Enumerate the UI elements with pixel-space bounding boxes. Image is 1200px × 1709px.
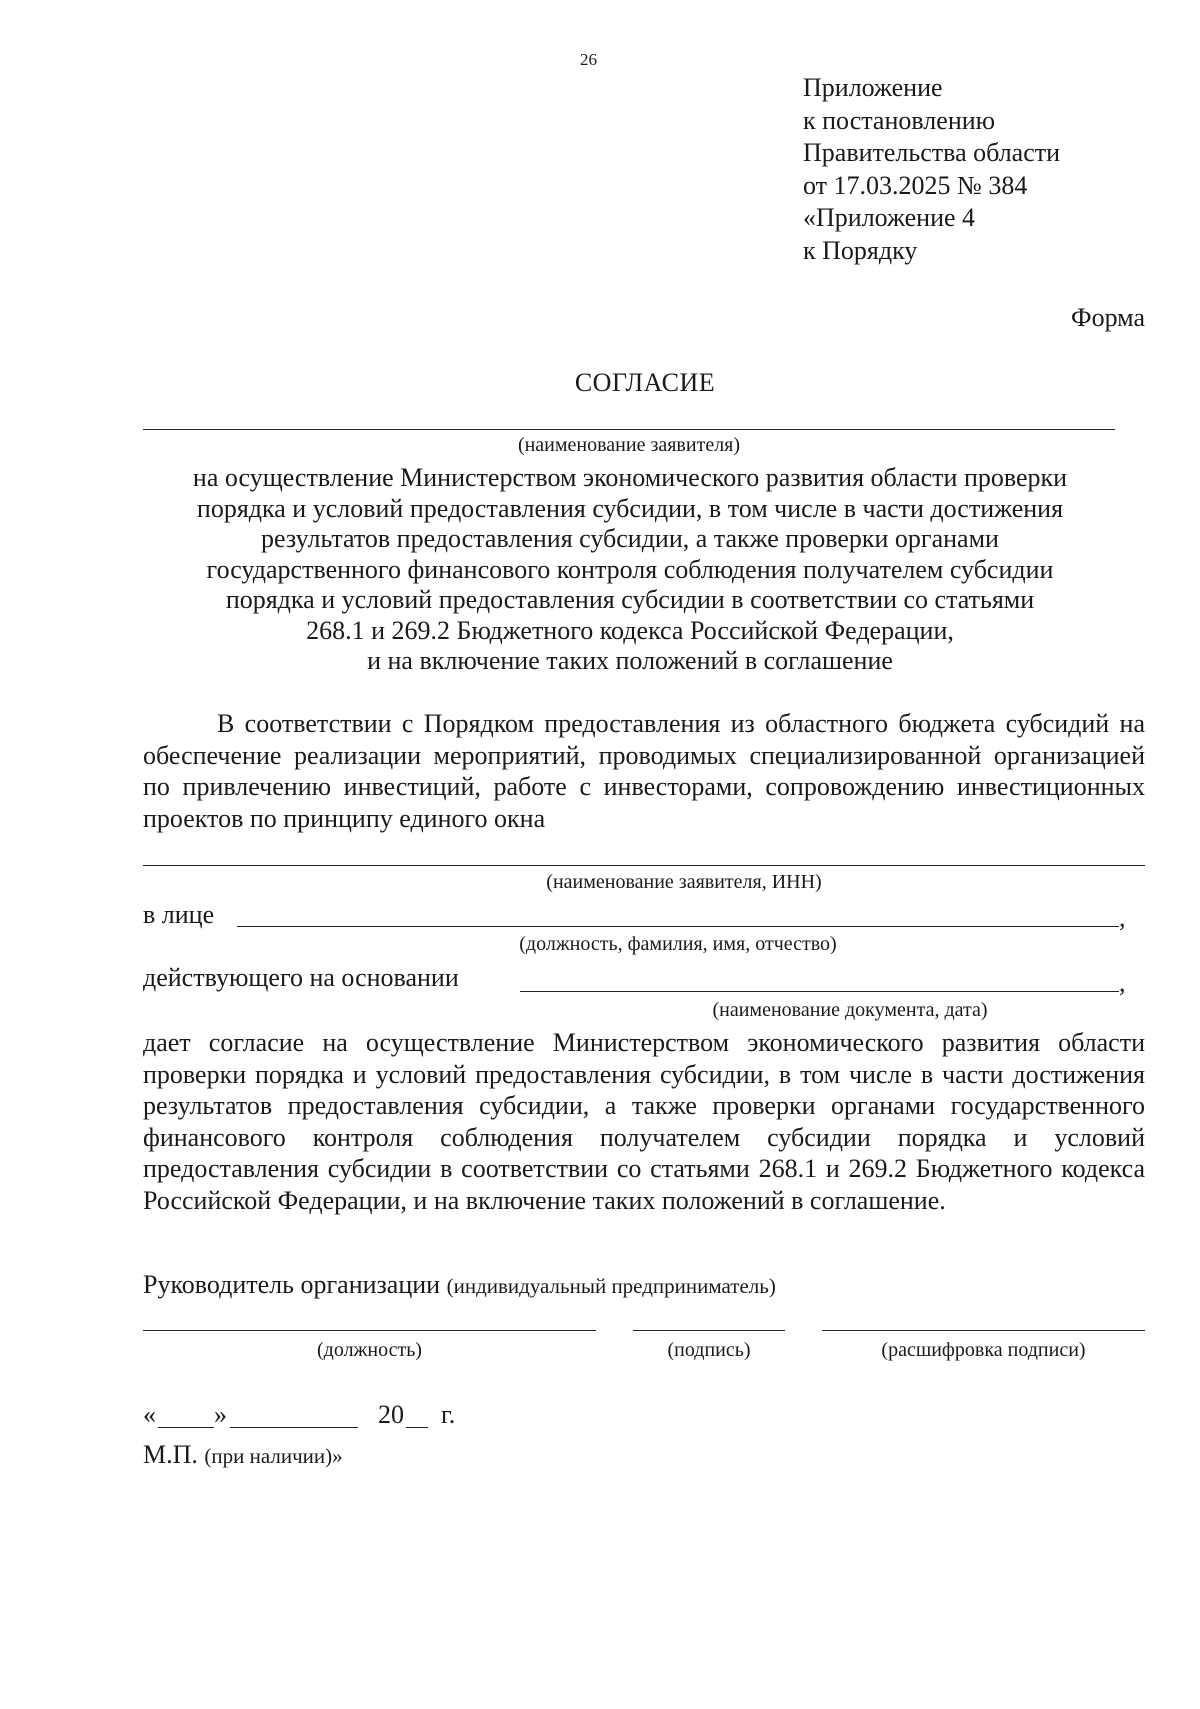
year-prefix: 20 xyxy=(378,1400,404,1429)
stamp-line xyxy=(143,1440,343,1471)
signature-field[interactable] xyxy=(633,1330,785,1331)
appendix-line: «Приложение 4 xyxy=(803,203,976,232)
signatory-title: Руководитель организации xyxy=(143,1270,441,1299)
appendix-line: к постановлению xyxy=(803,105,996,135)
date-open-quote: « xyxy=(143,1400,156,1429)
represented-by-field[interactable] xyxy=(237,926,1119,927)
basis-label: действующего на основании xyxy=(143,963,459,992)
subject-line: результатов предоставления субсидии, а также проверки органами xyxy=(261,524,999,553)
date-line xyxy=(143,1400,493,1432)
form-label: Форма xyxy=(1071,303,1145,332)
represented-by-comma: , xyxy=(1119,903,1126,932)
basis-field[interactable] xyxy=(520,991,1119,992)
appendix-line: к Порядку xyxy=(803,235,918,265)
basis-caption: (наименование документа, дата) xyxy=(712,999,988,1021)
signatory-label xyxy=(143,1270,776,1300)
subject-line: на осуществление Министерством экономического развития области проверки xyxy=(192,463,1068,492)
applicant-name-caption: (наименование заявителя) xyxy=(517,434,741,456)
applicant-inn-caption: (наименование заявителя, ИНН) xyxy=(546,871,822,893)
position-caption: (должность) xyxy=(317,1339,422,1361)
position-field[interactable] xyxy=(143,1330,596,1331)
date-close-quote: » xyxy=(214,1400,227,1429)
year-field[interactable] xyxy=(406,1427,428,1428)
consent-paragraph: дает согласие на осуществление Министерством экономического развития области проверки порядка и условий предоставления субсидии, в том числе в части достижения результатов предоставления субсидии, а также проверки органами государственного финансового контроля соблюдения получателем субсидии порядка и условий предоставления субсидии в соответствии со статьями 268.1 и 269.2 Бюджетного кодекса Российской Федерации, и на включение таких положений в соглашение. xyxy=(143,1028,1145,1215)
signature-decoding-field[interactable] xyxy=(822,1330,1145,1331)
day-field[interactable] xyxy=(158,1427,214,1428)
signature-decoding-caption: (расшифровка подписи) xyxy=(881,1339,1086,1361)
stamp-label: М.П. xyxy=(143,1440,198,1469)
signature-caption: (подпись) xyxy=(667,1339,751,1361)
applicant-inn-line xyxy=(143,865,1145,866)
consent-subject xyxy=(130,463,1130,677)
applicant-name-line xyxy=(143,429,1115,430)
appendix-line: Правительства области xyxy=(803,138,1061,167)
basis-comma: , xyxy=(1119,968,1126,997)
subject-line: порядка и условий предоставления субсидии в соответствии со статьями xyxy=(225,585,1035,614)
represented-by-label: в лице xyxy=(143,900,215,929)
subject-line: порядка и условий предоставления субсидии, в том числе в части достижения xyxy=(196,493,1064,523)
appendix-header xyxy=(803,72,1183,267)
stamp-note: (при наличии)» xyxy=(204,1444,343,1468)
represented-by-caption: (должность, фамилия, имя, отчество) xyxy=(519,933,837,955)
intro-paragraph: В соответствии с Порядком предоставления из областного бюджета субсидий на обеспечение реализации мероприятий, проводимых специализированной организацией по привлечению инвестиций, работе с инвесторами, сопровождению инвестиционных проектов по принципу единого окна xyxy=(143,709,1145,833)
appendix-line: от 17.03.2025 № 384 xyxy=(803,170,1028,200)
subject-line: и на включение таких положений в соглашение xyxy=(367,646,893,675)
subject-line: государственного финансового контроля соблюдения получателем субсидии xyxy=(206,554,1054,584)
document-title: СОГЛАСИЕ xyxy=(574,368,716,397)
signatory-note: (индивидуальный предприниматель) xyxy=(446,1274,776,1298)
subject-line: 268.1 и 269.2 Бюджетного кодекса Российской Федерации, xyxy=(306,615,954,645)
year-suffix: г. xyxy=(441,1400,456,1429)
month-field[interactable] xyxy=(230,1427,358,1428)
appendix-line: Приложение xyxy=(803,73,943,102)
page-number: 26 xyxy=(580,50,597,69)
